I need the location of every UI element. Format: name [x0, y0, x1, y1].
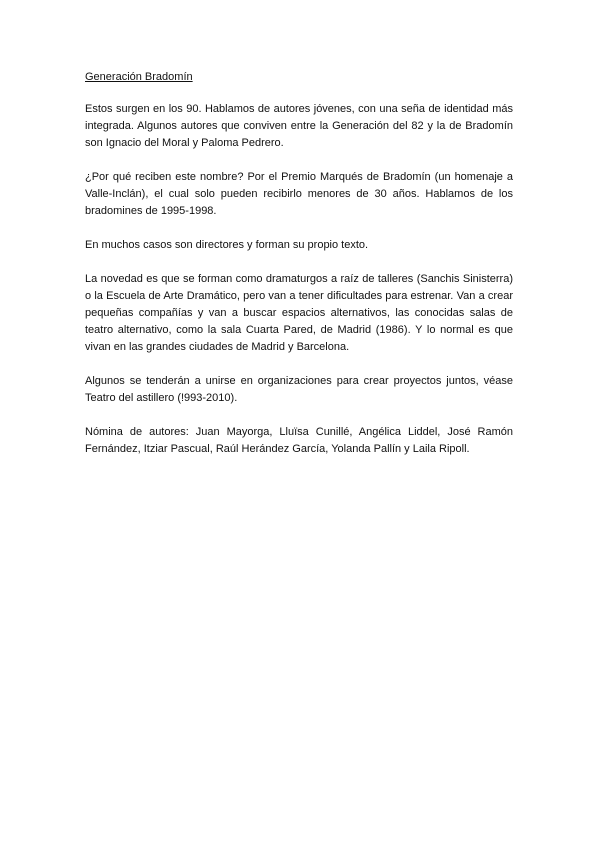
document-body [85, 69, 513, 475]
paragraph-directors: En muchos casos son directores y forman su propio texto. [85, 239, 369, 251]
paragraph-organizations: Algunos se tenderán a unirse en organizaciones para crear proyectos juntos, véase Teatro del astillero (!993-2010). [85, 375, 513, 404]
paragraph-novelty: La novedad es que se forman como dramaturgos a raíz de talleres (Sanchis Sinisterra) o la Escuela de Arte Dramático, pero van a tener dificultades para estrenar. Van a crear pequeñas compañías y van a buscar espacios alternativos, las conocidas salas de teatro alternativo, como la sala Cuarta Pared, de Madrid (1986). Y lo normal es que vivan en las grandes ciudades de Madrid y Barcelona. [85, 273, 513, 353]
document-title: Generación Bradomín [85, 71, 193, 83]
paragraph-name-origin: ¿Por qué reciben este nombre? Por el Premio Marqués de Bradomín (un homenaje a Valle-Inclán), el cual solo pueden recibirlo menores de 30 años. Hablamos de los bradomines de 1995-1998. [85, 171, 513, 217]
paragraph-intro: Estos surgen en los 90. Hablamos de autores jóvenes, con una seña de identidad más integrada. Algunos autores que conviven entre la Generación del 82 y la de Bradomín son Ignacio del Moral y Paloma Pedrero. [85, 103, 513, 149]
paragraph-authors-list: Nómina de autores: Juan Mayorga, Lluïsa Cunillé, Angélica Liddel, José Ramón Fernández, Itziar Pascual, Raúl Herández García, Yolanda Pallín y Laila Ripoll. [85, 426, 513, 455]
